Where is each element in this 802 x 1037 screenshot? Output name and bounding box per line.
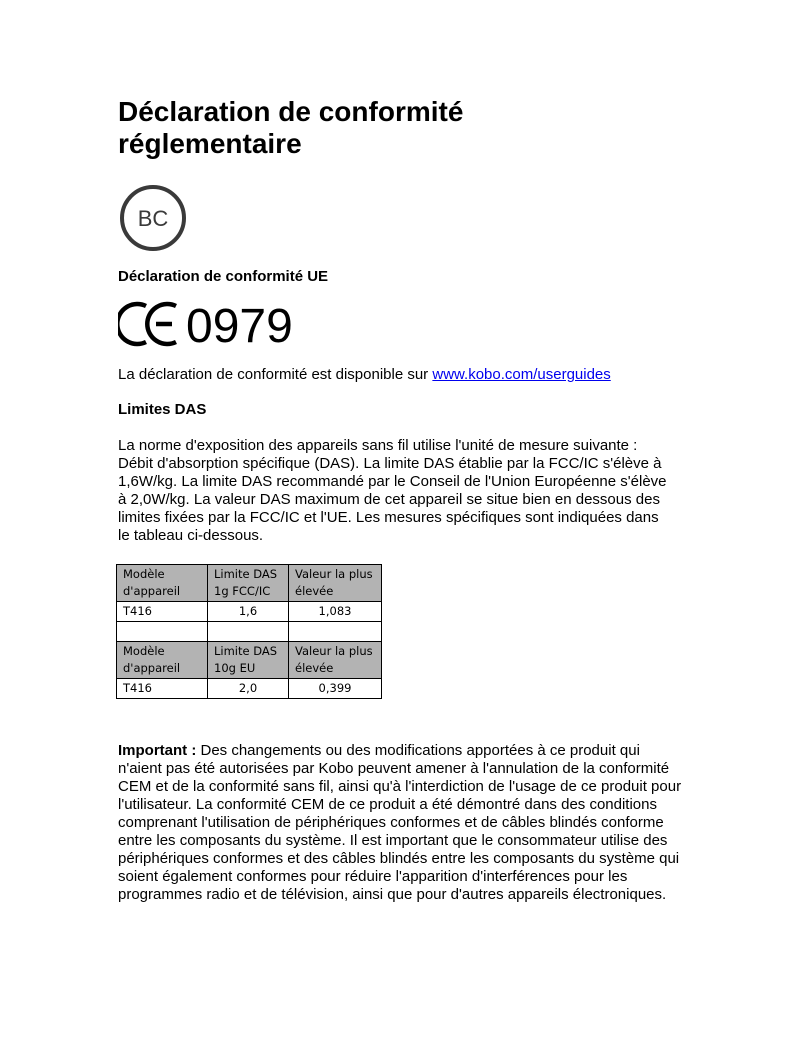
bc-logo-text: BC [137, 206, 169, 231]
cell-model: T416 [117, 602, 208, 622]
cell-limit: 2,0 [208, 679, 289, 699]
important-text: Des changements ou des modifications apportées à ce produit qui n'aient pas été autorisées par Kobo peuvent amener à l'annulation de la conformité CEM et de la conformité sans fil, ainsi qu'à l'interdiction de l'usage de ce produit pour l'utilisateur. La conformité CEM de ce produit a été démontré dans des conditions comprenant l'utilisation de périphériques conformes et de câbles blindés conforme entre les composants du système. Il est important que le consommateur utilise des périphériques conformes et des câbles blindés entre les composants du système qui soient également conformes pour réduire l'apparition d'interférences pour les programmes radio et de télévision, ainsi que pour d'autres appareils électroniques. [118, 742, 682, 903]
header-model: Modèle d'appareil [117, 565, 208, 602]
table-header-row [117, 642, 382, 679]
header-max: Valeur la plus élevée [289, 565, 382, 602]
ce-mark-icon [118, 300, 308, 348]
availability-line [118, 366, 611, 384]
sar-table [116, 564, 382, 699]
header-limit: Limite DAS 10g EU [208, 642, 289, 679]
cell-max: 0,399 [289, 679, 382, 699]
cell-model: T416 [117, 679, 208, 699]
bc-logo-icon [118, 183, 188, 253]
page-title: Déclaration de conformité réglementaire [118, 96, 464, 159]
table-row [117, 602, 382, 622]
table-header-row [117, 565, 382, 602]
important-label: Important : [118, 742, 197, 759]
ce-number: 0979 [186, 300, 293, 348]
availability-text: La déclaration de conformité est disponible sur [118, 366, 433, 383]
header-max: Valeur la plus élevée [289, 642, 382, 679]
table-row [117, 679, 382, 699]
userguides-link[interactable]: www.kobo.com/userguides [432, 366, 611, 383]
header-model: Modèle d'appareil [117, 642, 208, 679]
cell-limit: 1,6 [208, 602, 289, 622]
sar-paragraph: La norme d'exposition des appareils sans fil utilise l'unité de mesure suivante : Débit d'absorption spécifique (DAS). La limite DAS établie par la FCC/IC s'élève à 1,6W/kg. La limite DAS recommandé par le Conseil de l'Union Européenne s'élève à 2,0W/kg. La valeur DAS maximum de cet appareil se situe bien en dessous des limites fixées par la FCC/IC et l'UE. Les mesures spécifiques sont indiquées dans le tableau ci-dessous. [118, 437, 667, 544]
header-limit: Limite DAS 1g FCC/IC [208, 565, 289, 602]
eu-heading: Déclaration de conformité UE [118, 268, 329, 285]
document-page [118, 96, 688, 903]
cell-max: 1,083 [289, 602, 382, 622]
important-paragraph [118, 742, 686, 904]
sar-heading: Limites DAS [118, 401, 207, 418]
table-empty-row [117, 622, 382, 642]
